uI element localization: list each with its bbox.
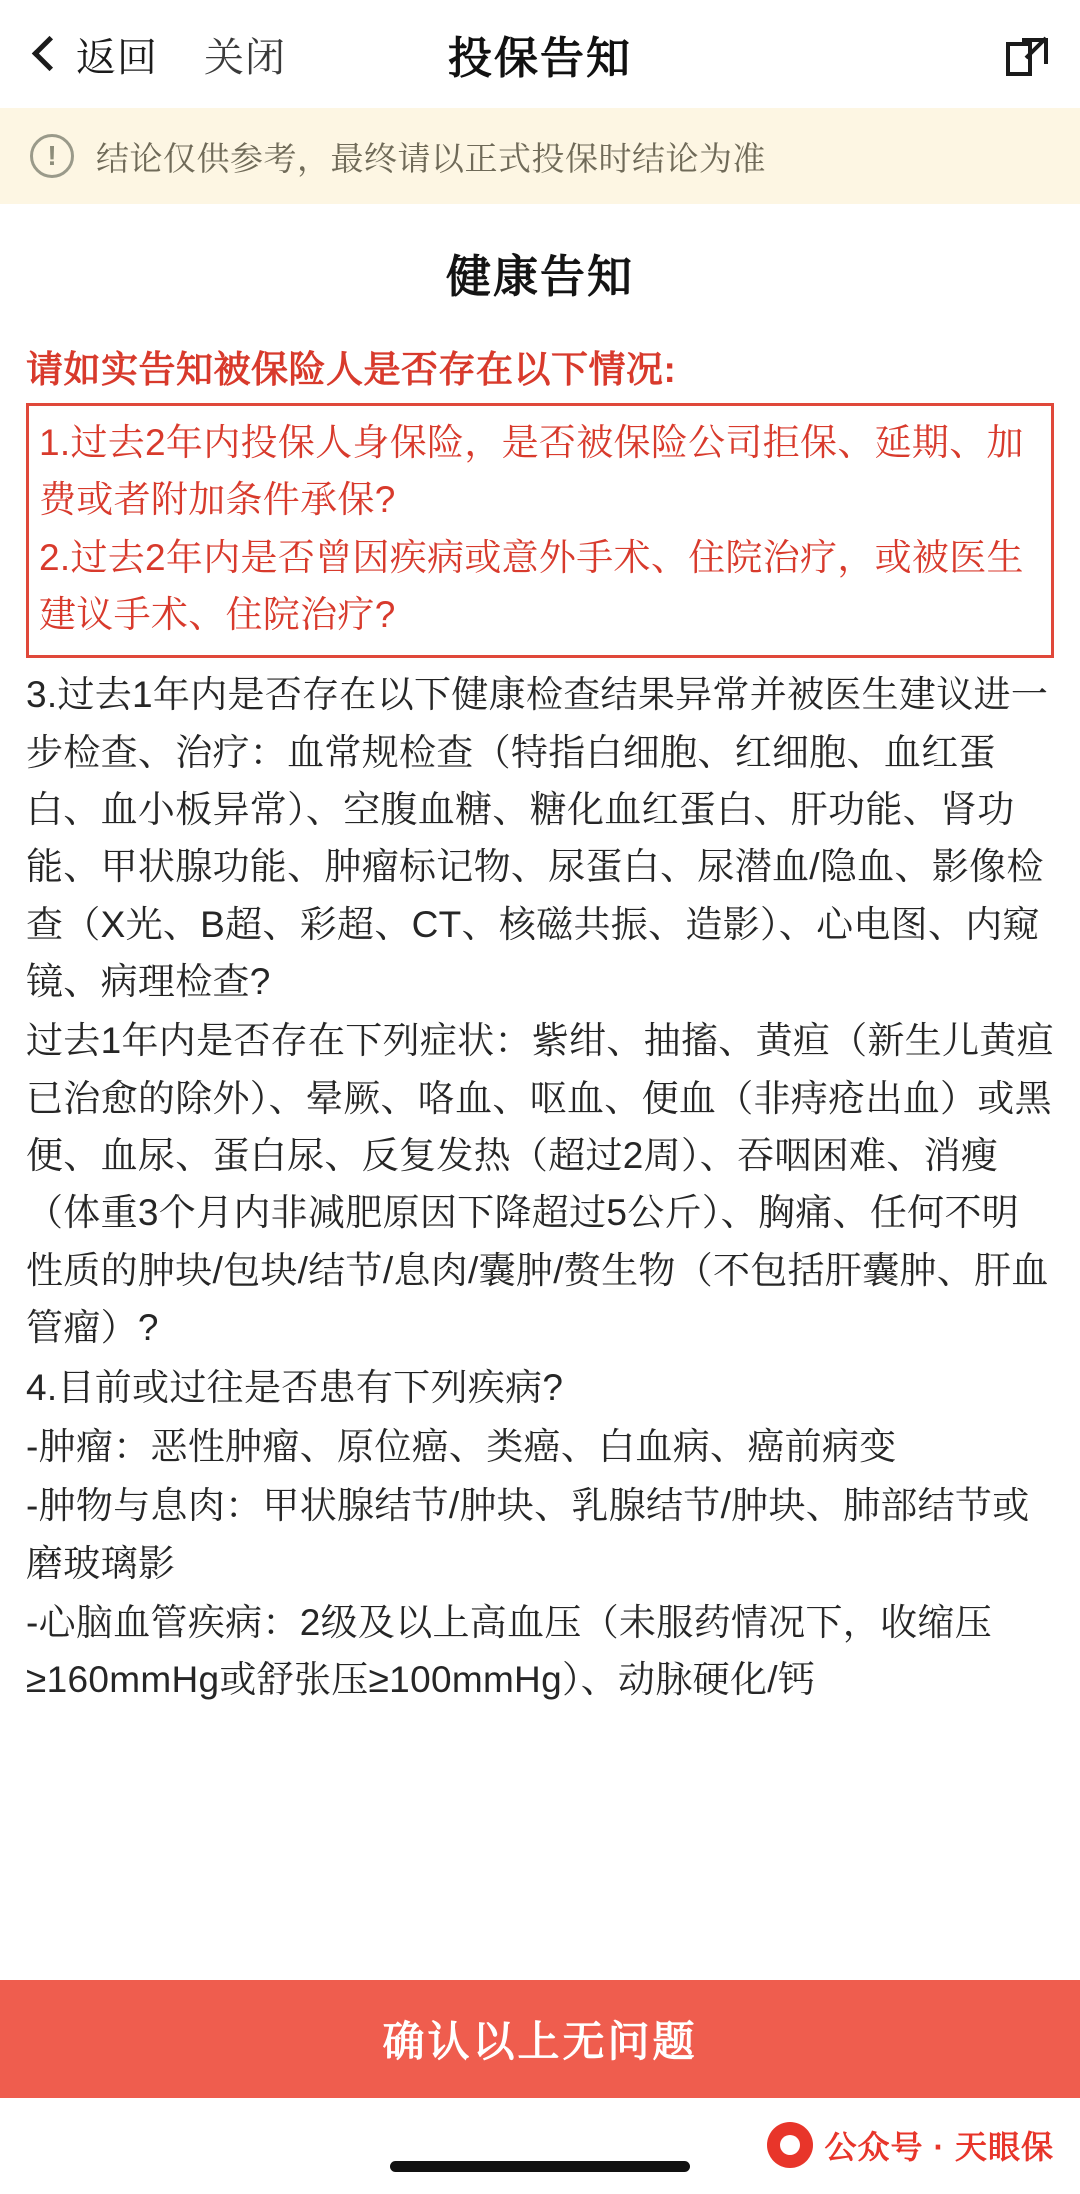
share-icon[interactable] [1000, 28, 1052, 80]
question-item: 2.过去2年内是否曾因疾病或意外手术、住院治疗，或被医生建议手术、住院治疗? [39, 536, 1024, 636]
question-item: -心脑血管疾病：2级及以上高血压（未服药情况下，收缩压≥160mmHg或舒张压≥100mmHg）、动脉硬化/钙 [26, 1601, 992, 1701]
watermark-text: 公众号 · 天眼保 [824, 2129, 1054, 2165]
chevron-left-icon [28, 37, 62, 71]
question-item: 1.过去2年内投保人身保险，是否被保险公司拒保、延期、加费或者附加条件承保? [39, 422, 1024, 521]
close-button[interactable]: 关闭 [204, 35, 286, 80]
document-content [0, 204, 1080, 1709]
notice-banner [0, 108, 1080, 204]
question-item: 4.目前或过往是否患有下列疾病? [26, 1366, 564, 1408]
page-title: 投保告知 [448, 34, 632, 83]
questions-list [26, 666, 1054, 1708]
content-fade [0, 1946, 1080, 1980]
navbar [0, 0, 1080, 108]
home-indicator [390, 2161, 690, 2172]
back-button[interactable] [28, 26, 158, 83]
document-lead: 请如实告知被保险人是否存在以下情况: [26, 349, 677, 390]
watermark [767, 2122, 1054, 2168]
notice-text: 结论仅供参考，最终请以正式投保时结论为准 [96, 139, 766, 177]
question-item: -肿物与息肉：甲状腺结节/肿块、乳腺结节/肿块、肺部结节或磨玻璃影 [26, 1485, 1030, 1584]
highlighted-questions-box [26, 403, 1054, 658]
circle-logo-icon [767, 2122, 813, 2168]
question-item: 3.过去1年内是否存在以下健康检查结果异常并被医生建议进一步检查、治疗：血常规检查（特指白细胞、红细胞、血红蛋白、血小板异常）、空腹血糖、糖化血红蛋白、肝功能、肾功能、甲状腺功能、肿瘤标记物、尿蛋白、尿潜血/隐血、影像检查（X光、B超、彩超、CT、核磁共振、造影）、心电图、内窥镜、病理检查? [26, 674, 1049, 1003]
back-button-label: 返回 [76, 35, 158, 80]
document-title: 健康告知 [445, 251, 634, 302]
exclamation-circle-icon: ! [30, 134, 74, 178]
question-item: -肿瘤：恶性肿瘤、原位癌、类癌、白血病、癌前病变 [26, 1425, 897, 1467]
question-item: 过去1年内是否存在下列症状：紫绀、抽搐、黄疸（新生儿黄疸已治愈的除外）、晕厥、咯血、呕血、便血（非痔疮出血）或黑便、血尿、蛋白尿、反复发热（超过2周）、吞咽困难、消瘦（体重3个月内非减肥原因下降超过5公斤）、胸痛、任何不明性质的肿块/包块/结节/息肉/囊肿/赘生物（不包括肝囊肿、肝血管瘤）? [26, 1020, 1054, 1349]
confirm-button[interactable]: 确认以上无问题 [0, 1980, 1080, 2098]
